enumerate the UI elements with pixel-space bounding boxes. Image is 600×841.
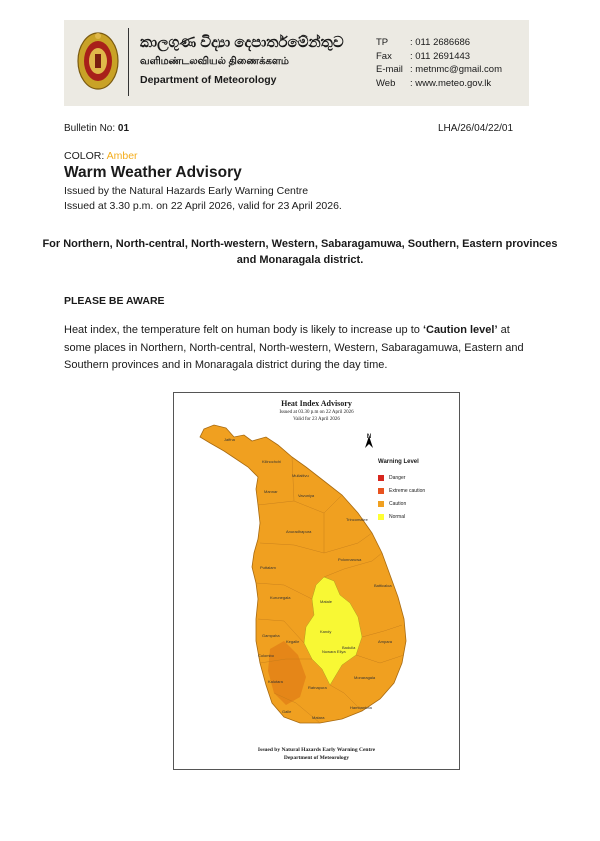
district-label: Hambantota	[350, 705, 372, 710]
contact-fax: Fax : 011 2691443	[376, 50, 471, 62]
district-label: Puttalam	[260, 565, 276, 570]
legend-swatch	[378, 501, 384, 507]
map-legend	[378, 459, 425, 523]
legend-item-danger: Danger	[378, 471, 425, 484]
district-label: Batticaloa	[374, 583, 392, 588]
contact-block	[376, 36, 502, 90]
legend-item-normal: Normal	[378, 510, 425, 523]
district-label: Ampara	[378, 639, 393, 644]
district-label: Matale	[320, 599, 333, 604]
legend-swatch	[378, 475, 384, 481]
map-title: Heat Index Advisory	[281, 399, 352, 408]
color-value: Amber	[106, 150, 138, 162]
org-name-sinhala: කාලගුණ විද්‍යා දෙපාර්තමේන්තුව	[140, 34, 344, 51]
district-label: Ratnapura	[308, 685, 327, 690]
map-issued: Issued at 03.30 p.m on 22 April 2026	[279, 410, 354, 415]
legend-item-extreme-caution: Extreme caution	[378, 484, 425, 497]
district-label: Gampaha	[262, 633, 280, 638]
district-label: Galle	[282, 709, 292, 714]
district-label: Mullaitivu	[292, 473, 309, 478]
org-name-english: Department of Meteorology	[140, 74, 277, 86]
north-arrow: N	[364, 429, 374, 440]
district-label: Badulla	[342, 645, 356, 650]
map-footer-department: Department of Meteorology	[283, 755, 350, 761]
header-divider	[128, 28, 129, 96]
national-emblem-icon	[76, 30, 120, 92]
bulletin-reference: LHA/26/04/22/01	[438, 123, 514, 134]
legend-title: Warning Level	[378, 459, 419, 465]
district-label: Jaffna	[224, 437, 235, 442]
org-name-tamil: வளிமண்டலவியல் திணைக்களம்	[140, 56, 289, 67]
district-label: Trincomalee	[346, 517, 368, 522]
district-label: Kegalle	[286, 639, 300, 644]
district-label: Anuradhapura	[286, 529, 312, 534]
legend-swatch	[378, 514, 384, 520]
legend-item-caution: Caution	[378, 497, 425, 510]
bulletin-number: Bulletin No: 01	[64, 123, 130, 134]
district-label: Colombo	[258, 653, 275, 658]
issued-at: Issued at 3.30 p.m. on 22 April 2026, valid for 23 April 2026.	[64, 200, 342, 212]
aware-heading: PLEASE BE AWARE	[64, 295, 165, 307]
district-label: Matara	[312, 715, 325, 720]
letterhead	[64, 20, 529, 106]
color-level: COLOR: Amber	[64, 150, 138, 162]
advisory-body: Heat index, the temperature felt on human body is likely to increase up to ‘Caution level’ at some places in Northern, North-central, North-western, Western, Sabaragamuwa, Eastern and Southern provinces and in Monaragala district during the day time.	[64, 324, 524, 371]
district-label: Monaragala	[354, 675, 376, 680]
issued-by: Issued by the Natural Hazards Early Warning Centre	[64, 185, 309, 197]
district-label: Kilinochchi	[262, 459, 282, 464]
map-footer-issuer: Issued by Natural Hazards Early Warning Centre	[257, 747, 376, 753]
contact-email: E-mail : metnmc@gmail.com	[376, 64, 502, 75]
advisory-title: Warm Weather Advisory	[64, 164, 242, 181]
contact-tp: TP : 011 2686686	[376, 37, 471, 48]
district-label: Mannar	[264, 489, 278, 494]
district-label: Kandy	[320, 629, 332, 634]
contact-web: Web : www.meteo.gov.lk	[376, 77, 492, 89]
district-label: Polonnaruwa	[338, 557, 362, 562]
district-label: Kalutara	[268, 679, 283, 684]
district-label: Nuwara Eliya	[322, 649, 346, 654]
affected-areas: For Northern, North-central, North-western, Western, Sabaragamuwa, Southern, Eastern provinces and Monaragala district.	[42, 238, 558, 266]
legend-swatch	[378, 488, 384, 494]
district-label: Kurunegala	[270, 595, 291, 600]
district-label: Vavuniya	[298, 493, 315, 498]
map-valid: Valid for 23 April 2026	[293, 417, 340, 422]
sri-lanka-map	[174, 393, 459, 769]
heat-index-map	[173, 392, 460, 770]
